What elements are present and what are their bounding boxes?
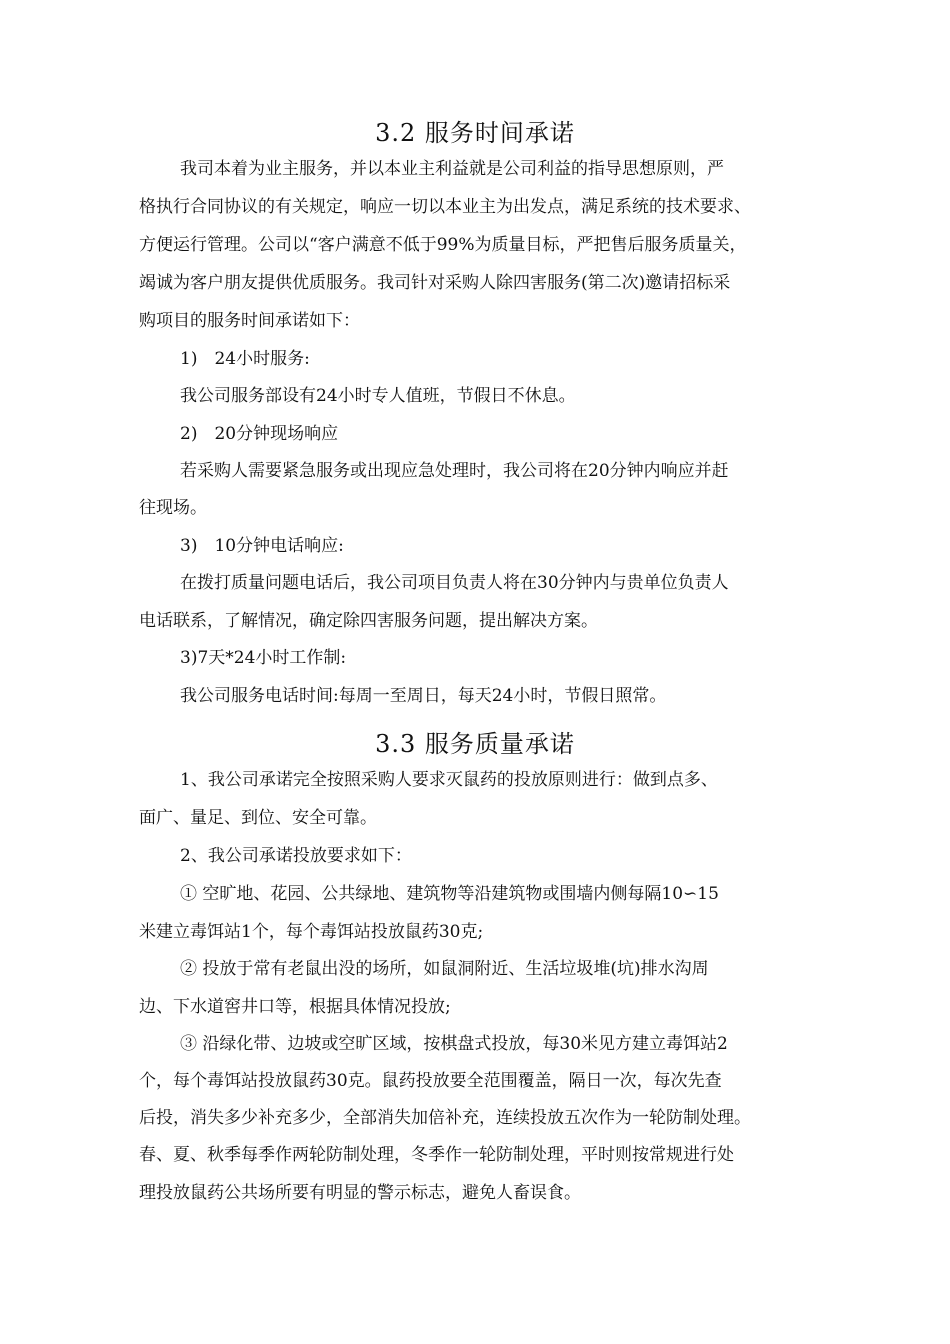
item-4-text: 我公司服务电话时间:每周一至周日，每天24小时，节假日照常。 — [180, 686, 667, 706]
clause-1-line-2: 米建立毒饵站1个，每个毒饵站投放鼠药30克; — [139, 922, 484, 942]
intro-line-3: 方便运行管理。公司以“客户满意不低于99%为质量目标，严把售后服务质量关， — [139, 235, 747, 255]
item-4-label: 3)7天*24小时工作制: — [180, 648, 347, 668]
item-1-text: 我公司服务部设有24小时专人值班，节假日不休息。 — [180, 386, 576, 406]
clause-3-line-3: 后投，消失多少补充多少，全部消失加倍补充，连续投放五次作为一轮防制处理。 — [139, 1108, 751, 1128]
item-3-label: 3) 10分钟电话响应: — [180, 536, 344, 556]
clause-1-line-1: ① 空旷地、花园、公共绿地、建筑物等沿建筑物或围墙内侧每隔10∽15 — [180, 884, 719, 904]
quality-p1-line-1: 1、我公司承诺完全按照采购人要求灭鼠药的投放原则进行：做到点多、 — [180, 770, 718, 790]
item-2-text-2: 往现场。 — [139, 498, 207, 518]
clause-2-line-1: ② 投放于常有老鼠出没的场所，如鼠洞附近、生活垃圾堆(坑)排水沟周 — [180, 959, 709, 979]
clause-3-line-5: 理投放鼠药公共场所要有明显的警示标志，避免人畜误食。 — [139, 1183, 581, 1203]
intro-line-4: 竭诚为客户朋友提供优质服务。我司针对采购人除四害服务(第二次)邀请招标采 — [139, 273, 731, 293]
clause-3-line-2: 个，每个毒饵站投放鼠药30克。鼠药投放要全范围覆盖，隔日一次，每次先查 — [139, 1071, 722, 1091]
item-2-label: 2) 20分钟现场响应 — [180, 424, 339, 444]
clause-3-line-1: ③ 沿绿化带、边坡或空旷区域，按棋盘式投放，每30米见方建立毒饵站2 — [180, 1034, 728, 1054]
quality-p1-line-2: 面广、量足、到位、安全可靠。 — [139, 808, 377, 828]
item-1-label: 1) 24小时服务: — [180, 349, 310, 369]
intro-line-1: 我司本着为业主服务，并以本业主利益就是公司利益的指导思想原则，严 — [180, 159, 724, 179]
item-2-text-1: 若采购人需要紧急服务或出现应急处理时，我公司将在20分钟内响应并赶 — [180, 461, 729, 481]
section-title-3-2: 3.2 服务时间承诺 — [375, 119, 575, 147]
item-3-text-1: 在拨打质量问题电话后，我公司项目负责人将在30分钟内与贵单位负责人 — [180, 573, 729, 593]
clause-3-line-4: 春、夏、秋季每季作两轮防制处理，冬季作一轮防制处理，平时则按常规进行处 — [139, 1145, 734, 1165]
intro-line-2: 格执行合同协议的有关规定，响应一切以本业主为出发点，满足系统的技术要求、 — [139, 197, 751, 217]
intro-line-5: 购项目的服务时间承诺如下： — [139, 311, 360, 331]
section-title-3-3: 3.3 服务质量承诺 — [375, 730, 575, 758]
item-3-text-2: 电话联系，了解情况，确定除四害服务问题，提出解决方案。 — [139, 611, 598, 631]
quality-p2: 2、我公司承诺投放要求如下： — [180, 846, 412, 866]
clause-2-line-2: 边、下水道窖井口等，根据具体情况投放; — [139, 997, 451, 1017]
